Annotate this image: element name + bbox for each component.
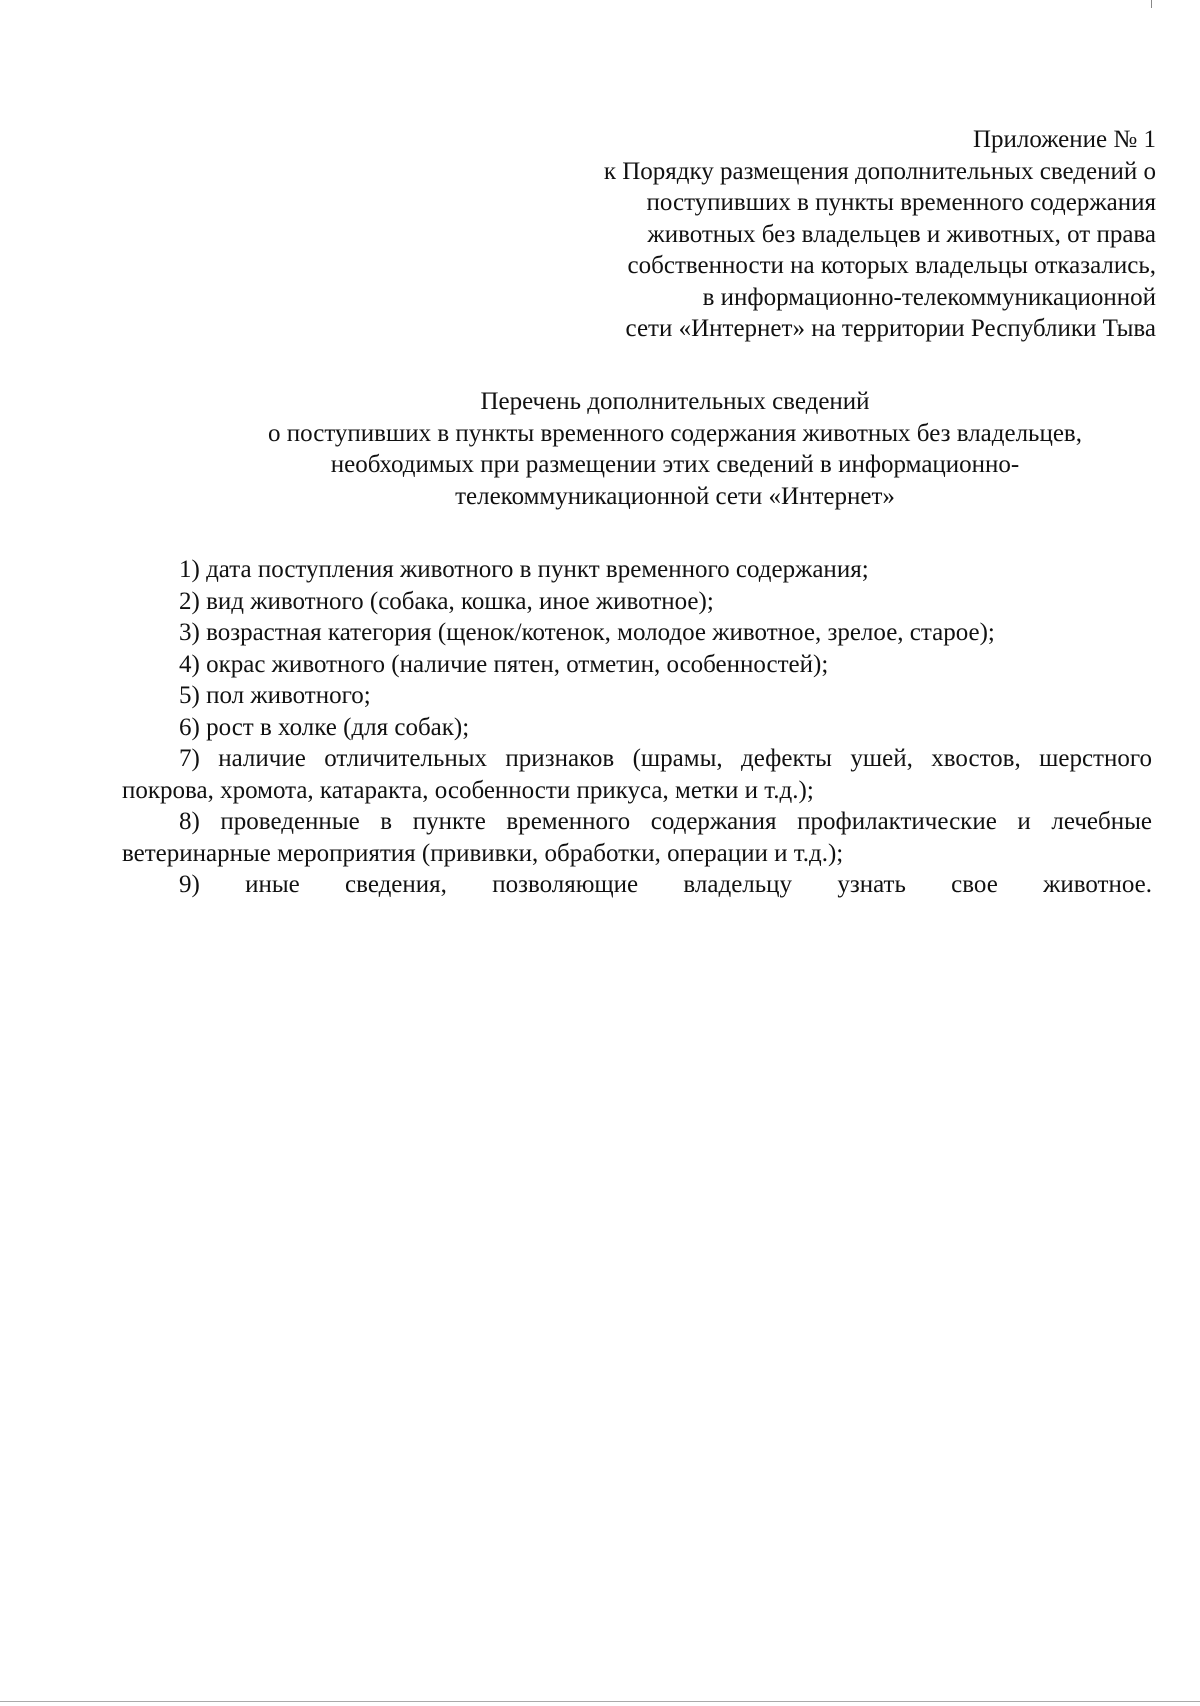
list-item: 9) иные сведения, позволяющие владельцу узнать свое животное. <box>179 871 1152 898</box>
appendix-header <box>456 124 1156 345</box>
page-bottom-edge <box>0 1701 1200 1702</box>
scan-mark <box>1151 0 1152 8</box>
title-line: необходимых при размещении этих сведений в информационно- <box>330 451 1020 478</box>
list-item: 2) вид животного (собака, кошка, иное животное); <box>179 587 714 615</box>
list-item: 7) наличие отличительных признаков (шрамы, дефекты ушей, хвостов, шерстного покрова, хромота, катаракта, особенности прикуса, метки и т.д.); <box>122 745 1152 804</box>
document-title <box>120 386 1200 512</box>
list-item: 5) пол животного; <box>179 682 371 709</box>
appendix-line: поступивших в пункты временного содержания <box>646 189 1156 216</box>
appendix-line: сети «Интернет» на территории Республики Тыва <box>625 315 1156 342</box>
list-item: 3) возрастная категория (щенок/котенок, молодое животное, зрелое, старое); <box>179 619 995 646</box>
list-item: 1) дата поступления животного в пункт временного содержания; <box>179 556 869 583</box>
title-line: телекоммуникационной сети «Интернет» <box>455 482 895 510</box>
title-line: Перечень дополнительных сведений <box>480 388 870 415</box>
info-list <box>122 554 1152 901</box>
list-item: 8) проведенные в пункте временного содержания профилактические и лечебные ветеринарные мероприятия (прививки, обработки, операции и т.д.); <box>122 808 1152 867</box>
appendix-number: Приложение № 1 <box>972 126 1156 153</box>
appendix-line: в информационно-телекоммуникационной <box>702 283 1156 311</box>
appendix-line: животных без владельцев и животных, от права <box>647 220 1156 248</box>
appendix-line: к Порядку размещения дополнительных сведений о <box>603 157 1156 185</box>
appendix-line: собственности на которых владельцы отказались, <box>627 252 1156 279</box>
list-item: 4) окрас животного (наличие пятен, отметин, особенностей); <box>179 650 829 678</box>
list-item: 6) рост в холке (для собак); <box>179 713 470 741</box>
title-line: о поступивших в пункты временного содержания животных без владельцев, <box>267 419 1082 447</box>
